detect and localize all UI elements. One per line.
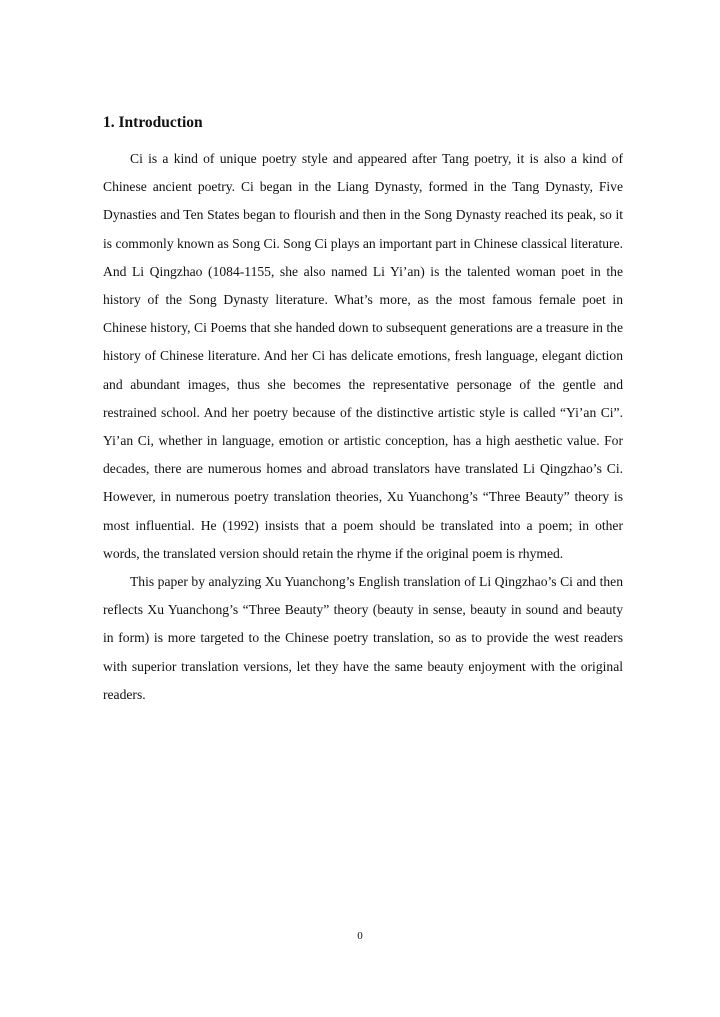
paragraph: This paper by analyzing Xu Yuanchong’s English translation of Li Qingzhao’s Ci and then reflects Xu Yuanchong’s “Three Beauty” theory (beauty in sense, beauty in sound and beauty in form) is more targeted to the Chinese poetry translation, so as to provide the west readers with superior translation versions, let they have the same beauty enjoyment with the original readers. — [103, 574, 623, 702]
page-number: 0 — [357, 930, 363, 942]
section-heading: 1. Introduction — [103, 114, 203, 131]
paragraph: Ci is a kind of unique poetry style and appeared after Tang poetry, it is also a kind of Chinese ancient poetry. Ci began in the Liang Dynasty, formed in the Tang Dynasty, Five Dynasties and Ten States began to flourish and then in the Song Dynasty reached its peak, so it is commonly known as Song Ci. Song Ci plays an important part in Chinese classical literature. And Li Qingzhao (1084-1155, she also named Li Yi’an) is the talented woman poet in the history of the Song Dynasty literature. What’s more, as the most famous female poet in Chinese history, Ci Poems that she handed down to subsequent generations are a treasure in the history of Chinese literature. And her Ci has delicate emotions, fresh language, elegant diction and abundant images, thus she becomes the representative personage of the gentle and restrained school. And her poetry because of the distinctive artistic style is called “Yi’an Ci”. Yi’an Ci, whether in language, emotion or artistic conception, has a high aesthetic value. For decades, there are numerous homes and abroad translators have translated Li Qingzhao’s Ci. However, in numerous poetry translation theories, Xu Yuanchong’s “Three Beauty” theory is most influential. He (1992) insists that a poem should be translated into a poem; in other words, the translated version should retain the rhyme if the original poem is rhymed. — [103, 151, 623, 561]
section-body — [103, 145, 623, 709]
